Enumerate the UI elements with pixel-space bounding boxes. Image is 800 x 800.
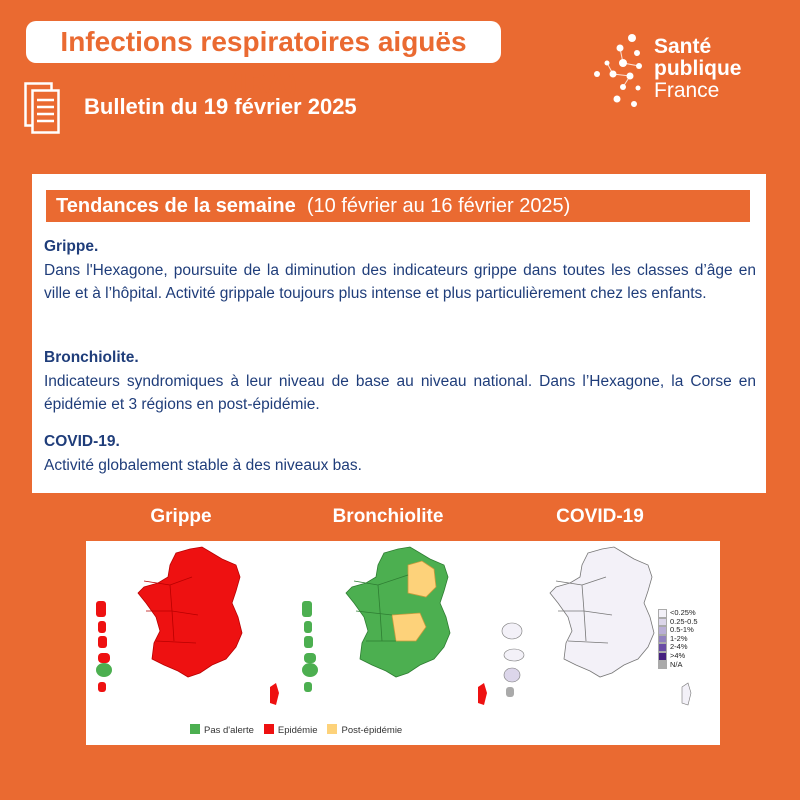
- logo-line-1: Santé: [654, 35, 712, 58]
- page-title: Infections respiratoires aiguës (IRA): [26, 21, 501, 63]
- covid-legend-label: 2-4%: [670, 642, 688, 652]
- section-grippe: [44, 235, 756, 306]
- bulletin-date: Bulletin du 19 février 2025: [84, 94, 357, 119]
- week-banner: [46, 190, 750, 222]
- map-label-grippe: Grippe: [150, 506, 212, 527]
- week-banner-title: Tendances de la semaine: [56, 195, 296, 217]
- covid-legend: [658, 609, 698, 669]
- logo-text: [654, 36, 742, 102]
- map-label-covid: COVID-19: [556, 506, 644, 527]
- header: [0, 0, 800, 155]
- covid-legend-label: <0.25%: [670, 608, 696, 617]
- logo-line-3: France: [654, 79, 720, 102]
- map-bronchiolite: [302, 547, 487, 705]
- map-label-bronchiolite: Bronchiolite: [332, 506, 444, 527]
- covid-legend-label: 0.5-1%: [670, 625, 694, 635]
- section-title: Bronchiolite.: [44, 349, 139, 366]
- map-grippe: [96, 547, 279, 705]
- logo-line-2: publique: [654, 57, 742, 80]
- covid-legend-label: 1-2%: [670, 633, 688, 643]
- legend-item: [264, 724, 318, 736]
- section-text: Indicateurs syndromiques à leur niveau de base au niveau national. Dans l’Hexagone, la Corse en épidémie et 3 régions en post-épidémie.: [44, 372, 756, 413]
- document-icon: [24, 82, 60, 134]
- maps-panel: [86, 541, 720, 745]
- maps-legend: [190, 724, 402, 736]
- covid-legend-item: [658, 661, 698, 670]
- section-title: Grippe.: [44, 238, 99, 255]
- section-text: Dans l'Hexagone, poursuite de la diminution des indicateurs grippe dans toutes les classes d’âge en ville et à l’hôpital. Activité grippale toujours plus intense et plus particulièrement chez les enfants.: [44, 261, 756, 302]
- section-title: COVID-19.: [44, 433, 120, 450]
- section-text: Activité globalement stable à des niveaux bas.: [44, 456, 362, 474]
- legend-label: Post-épidémie: [341, 725, 403, 736]
- legend-label: Pas d'alerte: [204, 725, 254, 736]
- covid-legend-label: N/A: [670, 659, 683, 669]
- section-bronchiolite: [44, 346, 756, 417]
- week-banner-range: (10 février au 16 février 2025): [306, 195, 571, 217]
- weekly-trends-panel: [30, 172, 768, 495]
- legend-label: Epidémie: [277, 725, 318, 736]
- covid-legend-label: 0.25-0.5: [670, 616, 698, 626]
- legend-item: [190, 724, 254, 736]
- section-covid: [44, 430, 756, 477]
- legend-item: [327, 724, 402, 736]
- covid-legend-label: >4%: [670, 650, 686, 660]
- france-maps: [86, 541, 720, 745]
